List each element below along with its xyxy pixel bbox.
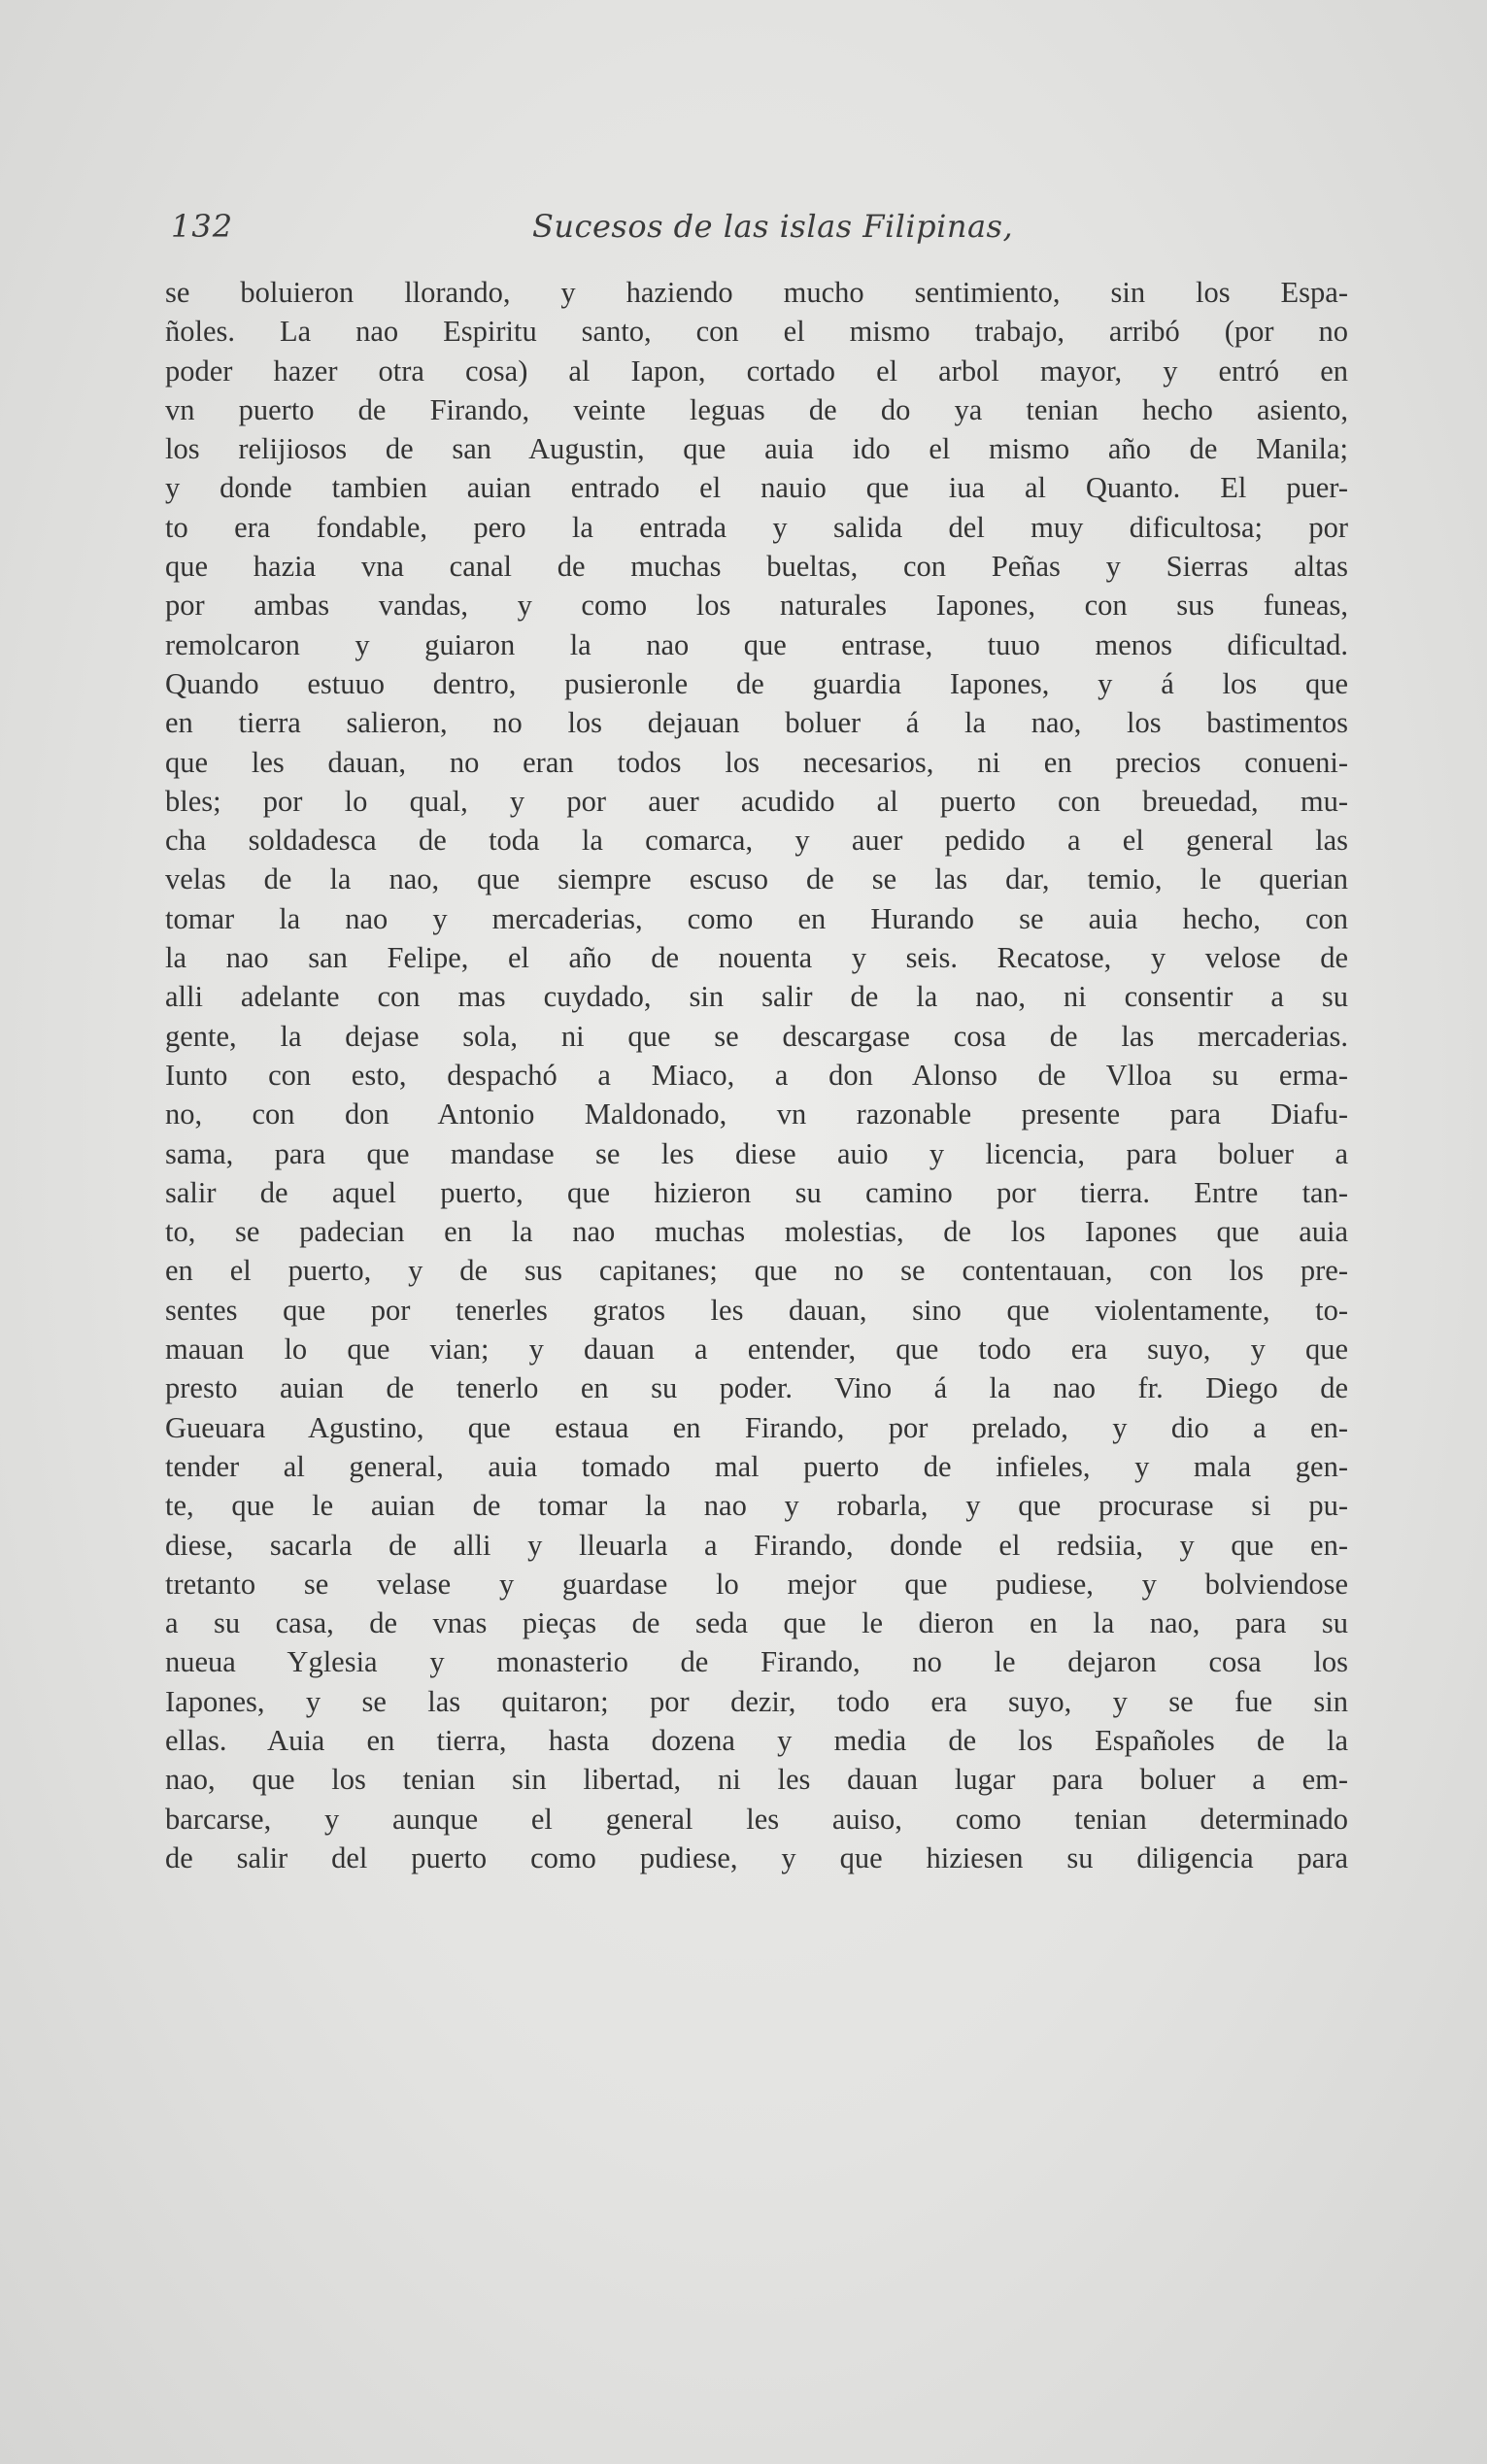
text-line: sentes que por tenerles gratos les dauan, sino que violentamente, to- bbox=[165, 1293, 1348, 1327]
text-line: que hazia vna canal de muchas bueltas, con Peñas y Sierras altas bbox=[165, 550, 1348, 584]
text-line: to, se padecian en la nao muchas molestias, de los Iapones que auia bbox=[165, 1215, 1348, 1249]
text-line: diese, sacarla de alli y lleuarla a Firando, donde el redsiia, y que en- bbox=[165, 1528, 1348, 1562]
text-line: tender al general, auia tomado mal puerto de infieles, y mala gen- bbox=[165, 1449, 1348, 1483]
body-text bbox=[165, 273, 1348, 1877]
text-line: a su casa, de vnas pieças de seda que le dieron en la nao, para su bbox=[165, 1606, 1348, 1640]
text-line: vn puerto de Firando, veinte leguas de do ya tenian hecho asiento, bbox=[165, 392, 1348, 426]
text-line: te, que le auian de tomar la nao y robarla, y que procurase si pu- bbox=[165, 1489, 1348, 1523]
text-line: no, con don Antonio Maldonado, vn razonable presente para Diafu- bbox=[165, 1097, 1348, 1131]
text-line: Iunto con esto, despachó a Miaco, a don Alonso de Vlloa su erma- bbox=[165, 1058, 1348, 1092]
text-line: los relijiosos de san Augustin, que auia ido el mismo año de Manila; bbox=[165, 432, 1348, 466]
text-line: tomar la nao y mercaderias, como en Hurando se auia hecho, con bbox=[165, 901, 1348, 935]
text-line: mauan lo que vian; y dauan a entender, que todo era suyo, y que bbox=[165, 1333, 1348, 1367]
text-line: que les dauan, no eran todos los necesarios, ni en precios conueni- bbox=[165, 745, 1348, 779]
text-line: sama, para que mandase se les diese auio y licencia, para boluer a bbox=[165, 1136, 1348, 1170]
text-line: alli adelante con mas cuydado, sin salir de la nao, ni consentir a su bbox=[165, 980, 1348, 1014]
text-line: nueua Yglesia y monasterio de Firando, no le dejaron cosa los bbox=[165, 1645, 1348, 1679]
text-line: ñoles. La nao Espiritu santo, con el mismo trabajo, arribó (por no bbox=[165, 315, 1348, 349]
text-line: salir de aquel puerto, que hizieron su camino por tierra. Entre tan- bbox=[165, 1175, 1348, 1209]
running-head bbox=[171, 202, 1348, 251]
text-line: por ambas vandas, y como los naturales Iapones, con sus funeas, bbox=[165, 589, 1348, 623]
page-number: 132 bbox=[171, 208, 234, 245]
text-line: gente, la dejase sola, ni que se descargase cosa de las mercaderias. bbox=[165, 1019, 1348, 1053]
text-line: presto auian de tenerlo en su poder. Vino á la nao fr. Diego de bbox=[165, 1371, 1348, 1405]
text-line: se boluieron llorando, y haziendo mucho sentimiento, sin los Espa- bbox=[165, 276, 1348, 309]
text-line: en tierra salieron, no los dejauan boluer á la nao, los bastimentos bbox=[165, 706, 1348, 740]
text-line: y donde tambien auian entrado el nauio que iua al Quanto. El puer- bbox=[165, 471, 1348, 505]
text-line: remolcaron y guiaron la nao que entrase, tuuo menos dificultad. bbox=[165, 627, 1348, 661]
text-line: Gueuara Agustino, que estaua en Firando, por prelado, y dio a en- bbox=[165, 1410, 1348, 1444]
text-line: ellas. Auia en tierra, hasta dozena y media de los Españoles de la bbox=[165, 1723, 1348, 1757]
text-line: bles; por lo qual, y por auer acudido al puerto con breuedad, mu- bbox=[165, 784, 1348, 818]
text-line: to era fondable, pero la entrada y salida del muy dificultosa; por bbox=[165, 510, 1348, 544]
text-line: tretanto se velase y guardase lo mejor que pudiese, y bolviendose bbox=[165, 1567, 1348, 1601]
text-line: la nao san Felipe, el año de nouenta y seis. Recatose, y velose de bbox=[165, 941, 1348, 975]
text-line: velas de la nao, que siempre escuso de se las dar, temio, le querian bbox=[165, 862, 1348, 896]
text-line: Quando estuuo dentro, pusieronle de guardia Iapones, y á los que bbox=[165, 666, 1348, 700]
text-line: Iapones, y se las quitaron; por dezir, todo era suyo, y se fue sin bbox=[165, 1684, 1348, 1718]
text-line: poder hazer otra cosa) al Iapon, cortado el arbol mayor, y entró en bbox=[165, 354, 1348, 388]
text-line: de salir del puerto como pudiese, y que hiziesen su diligencia para bbox=[165, 1840, 1348, 1874]
text-line: en el puerto, y de sus capitanes; que no se contentauan, con los pre- bbox=[165, 1254, 1348, 1288]
running-title: Sucesos de las islas Filipinas, bbox=[532, 208, 1014, 245]
text-line: cha soldadesca de toda la comarca, y auer pedido a el general las bbox=[165, 824, 1348, 858]
text-line: nao, que los tenian sin libertad, ni les dauan lugar para boluer a em- bbox=[165, 1763, 1348, 1797]
text-line: barcarse, y aunque el general les auiso, como tenian determinado bbox=[165, 1802, 1348, 1836]
